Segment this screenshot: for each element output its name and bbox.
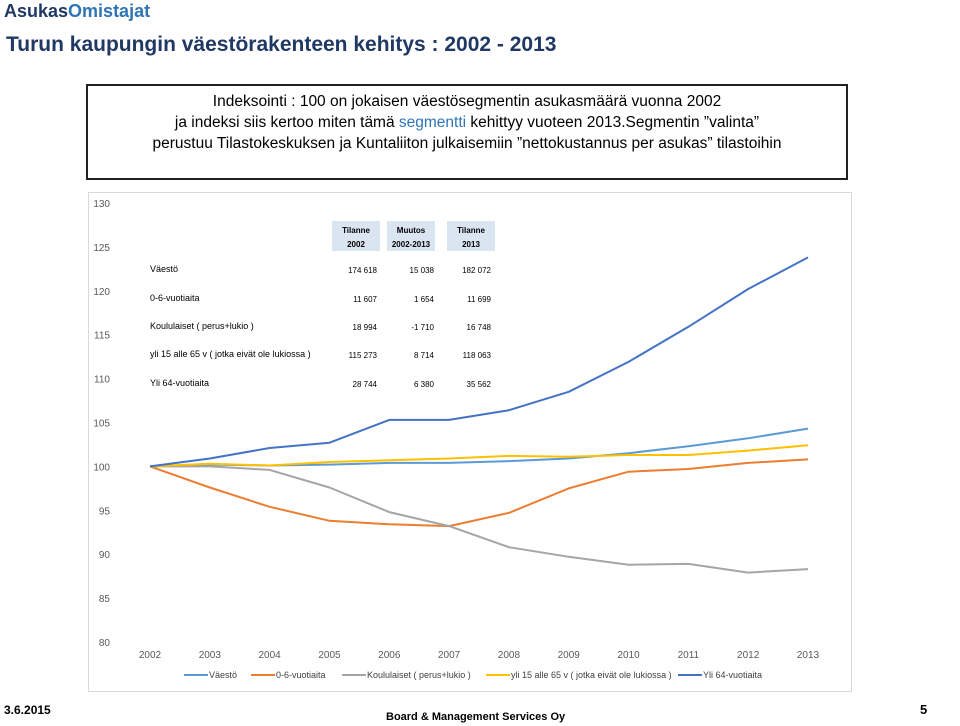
y-tick-label: 85	[98, 594, 110, 606]
table-header-top: Tilanne	[342, 226, 370, 235]
legend-label-2: 0-6-vuotiaita	[276, 670, 326, 680]
y-tick-label: 120	[93, 286, 110, 298]
x-tick-label: 2004	[258, 650, 281, 661]
y-tick-label: 110	[94, 374, 110, 386]
info-line-2: ja indeksi siis kertoo miten tämä segmentti kehittyy vuoteen 2013.Segmentin ”valinta”	[174, 114, 760, 131]
table-header-bottom: 2002	[347, 240, 365, 249]
page-number: 5	[920, 702, 928, 717]
table-cell-2002: 174 618	[348, 266, 377, 275]
legend-label-5: Yli 64-vuotiaita	[703, 670, 763, 680]
series-line-1	[150, 429, 808, 467]
y-tick-label: 115	[94, 330, 110, 342]
info-line-3: perustuu Tilastokeskuksen ja Kuntaliiton julkaisemiin ”nettokustannus per asukas” tilastoihin	[152, 135, 782, 152]
x-tick-label: 2013	[796, 650, 820, 661]
legend-label-1: Väestö	[209, 670, 238, 680]
y-tick-label: 105	[93, 418, 110, 430]
x-tick-label: 2011	[677, 650, 700, 661]
x-tick-label: 2002	[138, 650, 162, 661]
table-cell-2002: 115 273	[348, 351, 377, 360]
x-tick-label: 2012	[737, 650, 760, 661]
table-header-bottom: 2002-2013	[391, 240, 431, 249]
footer-date: 3.6.2015	[4, 703, 51, 717]
table-row-label: Yli 64-vuotiaita	[150, 378, 210, 388]
table-cell-change: 1 654	[413, 295, 434, 304]
table-header-bottom: 2013	[462, 240, 480, 249]
y-tick-label: 100	[93, 462, 110, 474]
page-title: Turun kaupungin väestörakenteen kehitys : 2002 - 2013	[6, 33, 557, 56]
table-row-label: Koululaiset ( perus+lukio )	[150, 321, 254, 331]
table-cell-2013: 16 748	[466, 323, 491, 332]
x-tick-label: 2007	[437, 650, 461, 661]
table-header-top: Muutos	[396, 226, 426, 235]
table-row-label: Väestö	[150, 264, 179, 274]
y-tick-label: 95	[98, 506, 110, 518]
legend-label-3: Koululaiset ( perus+lukio )	[367, 670, 471, 680]
table-cell-change: 15 038	[409, 266, 434, 275]
table-cell-2002: 18 994	[352, 323, 377, 332]
table-cell-2013: 118 063	[462, 351, 491, 360]
table-cell-2013: 35 562	[466, 380, 491, 389]
y-tick-label: 130	[93, 199, 110, 210]
legend-label-4: yli 15 alle 65 v ( jotka eivät ole lukiossa )	[511, 670, 672, 680]
table-row-label: yli 15 alle 65 v ( jotka eivät ole lukiossa )	[150, 349, 311, 359]
footer-company: Board & Management Services Oy	[386, 711, 566, 723]
series-line-4	[150, 445, 808, 466]
x-tick-label: 2003	[198, 650, 221, 661]
table-cell-2013: 182 072	[462, 266, 491, 275]
y-tick-label: 80	[98, 638, 110, 649]
table-cell-change: 8 714	[413, 351, 434, 360]
table-cell-2013: 11 699	[467, 295, 491, 304]
table-row-label: 0-6-vuotiaita	[150, 293, 200, 303]
info-line-1: Indeksointi : 100 on jokaisen väestösegmentin asukasmäärä vuonna 2002	[212, 93, 722, 110]
x-tick-label: 2009	[557, 650, 580, 661]
x-tick-label: 2008	[497, 650, 521, 661]
x-tick-label: 2010	[617, 650, 640, 661]
table-cell-2002: 28 744	[352, 380, 377, 389]
y-tick-label: 90	[98, 550, 110, 562]
x-tick-label: 2006	[378, 650, 401, 661]
table-cell-2002: 11 607	[353, 295, 377, 304]
x-tick-label: 2005	[318, 650, 341, 661]
table-header-top: Tilanne	[457, 226, 485, 235]
brand-logo: AsukasOmistajat	[4, 1, 151, 21]
table-cell-change: -1 710	[411, 323, 434, 332]
series-line-5	[150, 257, 808, 466]
y-tick-label: 125	[93, 242, 110, 254]
table-cell-change: 6 380	[413, 380, 434, 389]
info-highlight: segmentti	[398, 114, 467, 131]
